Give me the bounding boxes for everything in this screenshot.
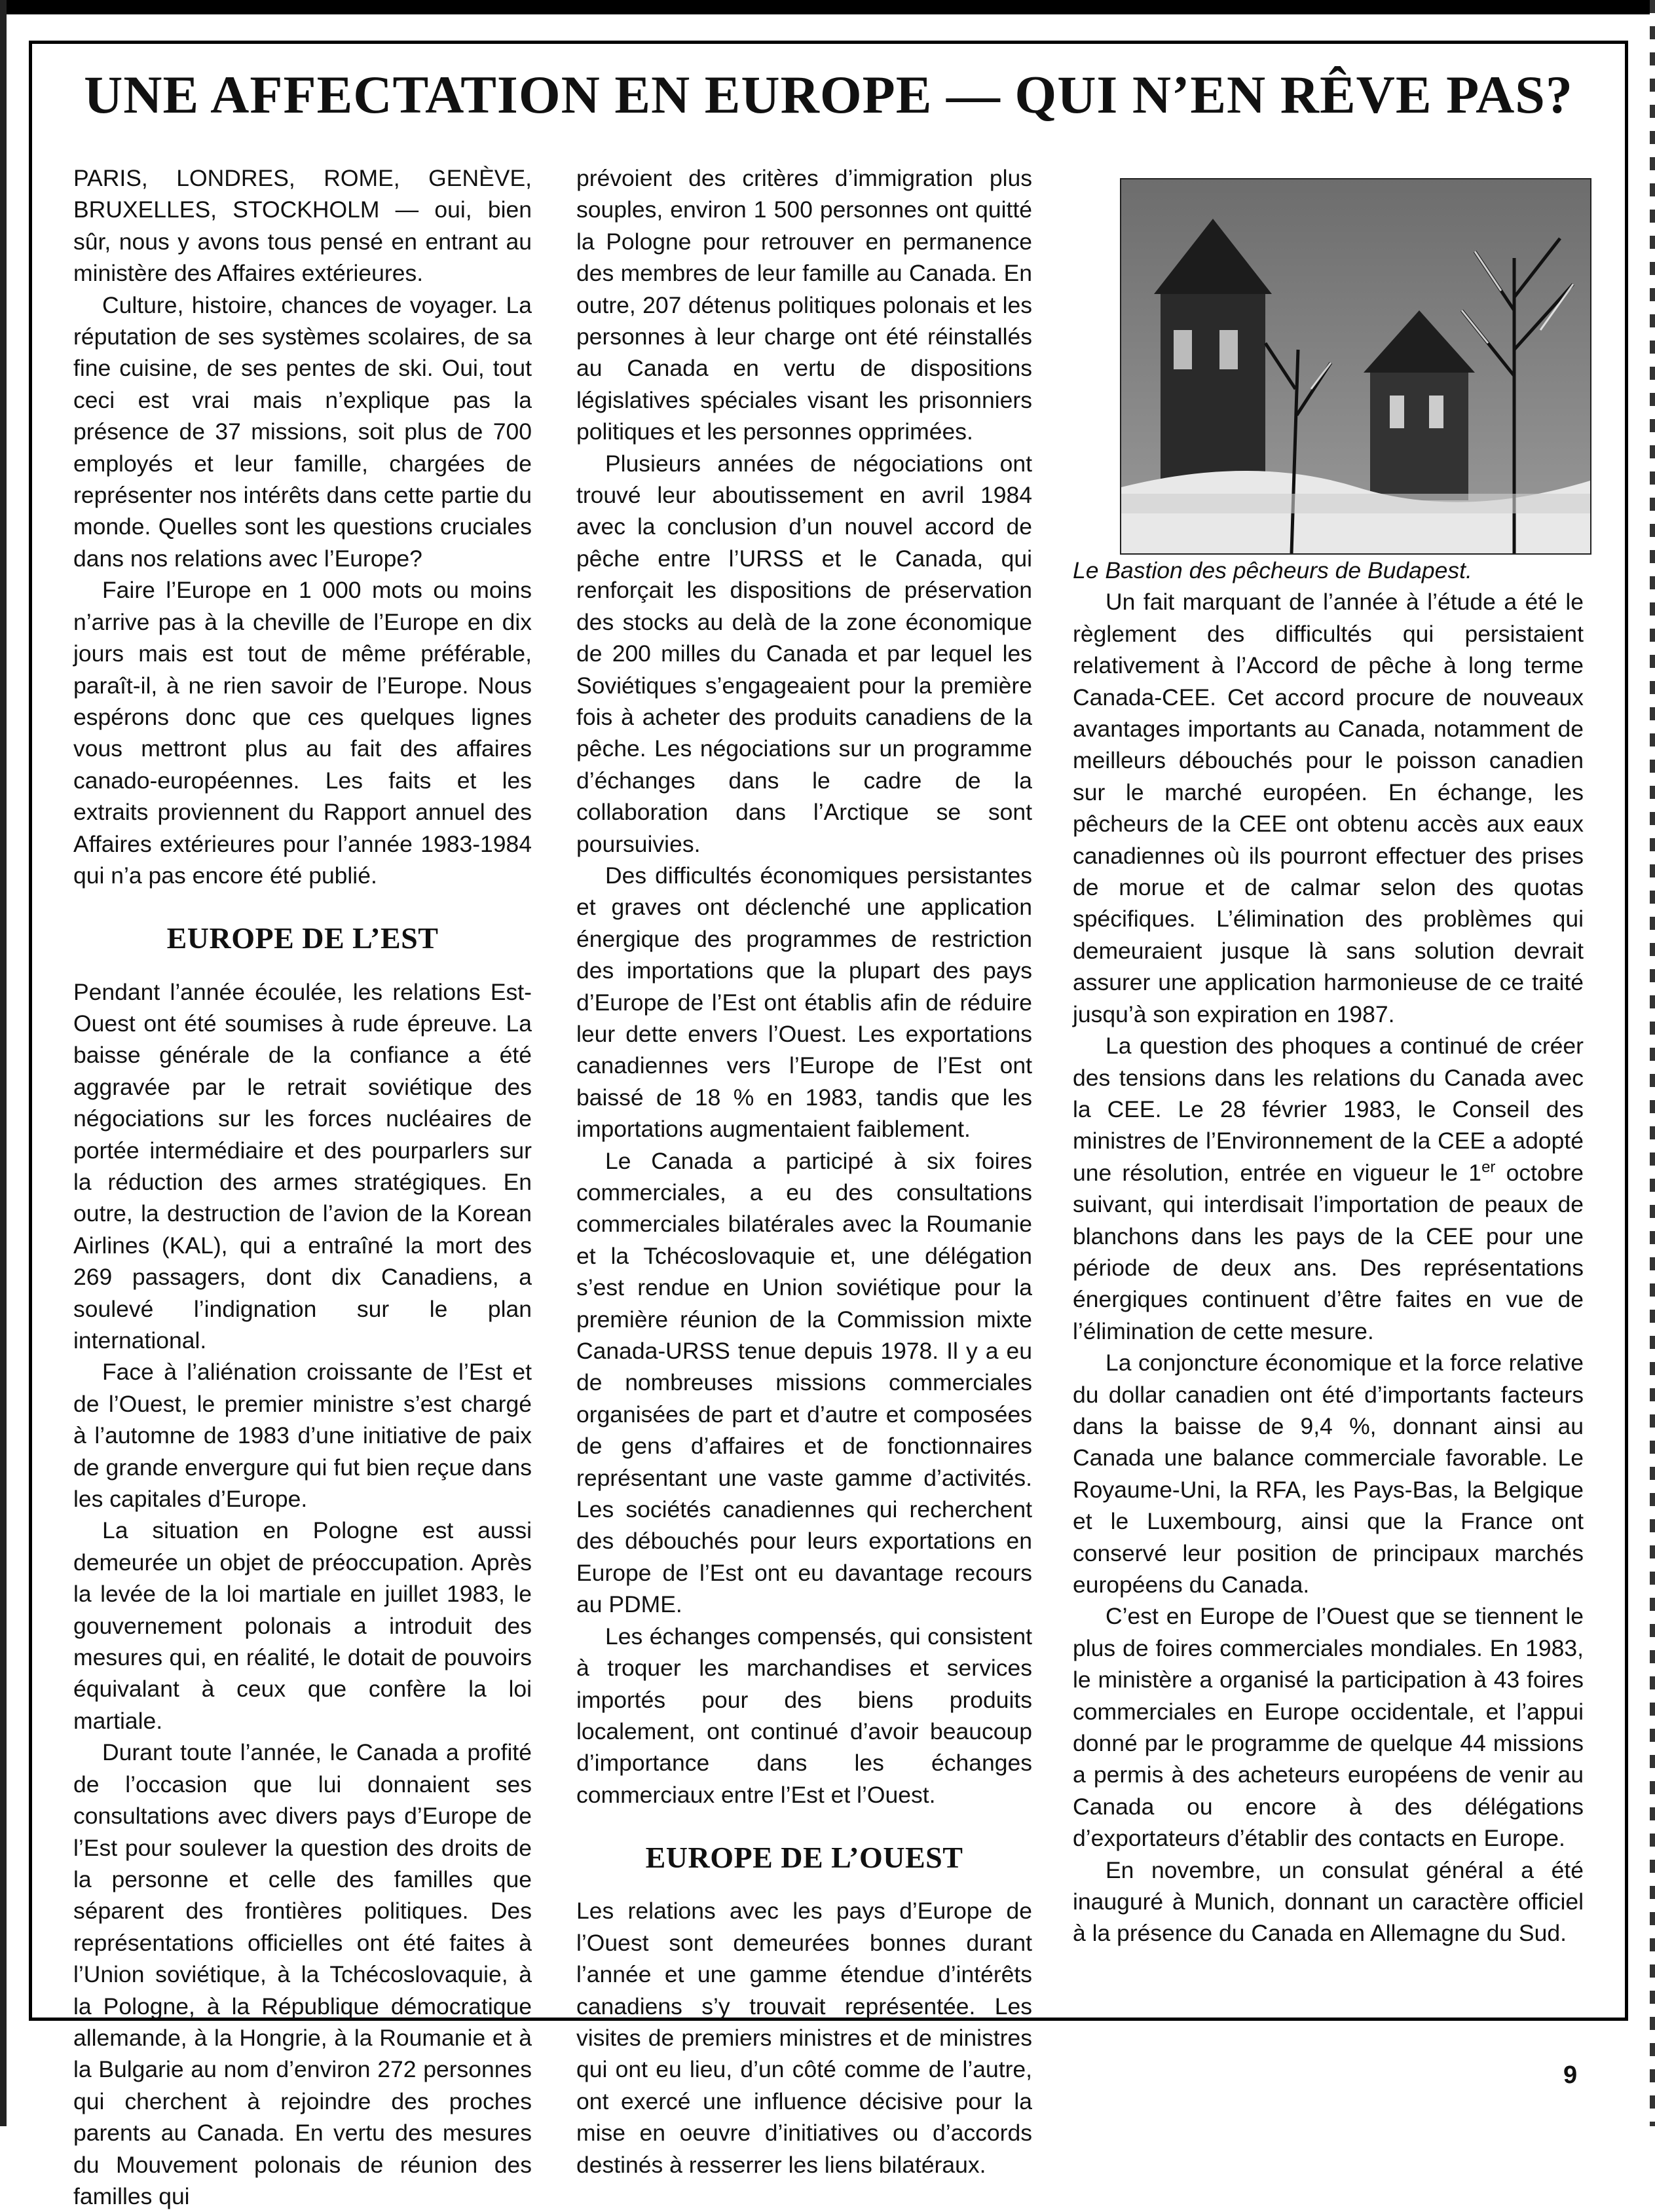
paragraph: Faire l’Europe en 1 000 mots ou moins n’arrive pas à la cheville de l’Europe en dix jours mais est tout de même préférable, paraît-il, à ne rien savoir de l’Europe. Nous espérons donc que ces quelques lignes vous mettront plus au fait des affaires canado-européennes. Les faits et les extraits proviennent du Rapport annuel des Affaires extérieures pour l’année 1983-1984 qui n’a pas encore été publié.	[73, 577, 532, 889]
column-1	[73, 162, 532, 2212]
section-heading-eastern-europe: EUROPE DE L’EST	[166, 921, 439, 955]
paragraph: En novembre, un consulat général a été inauguré à Munich, donnant un caractère officiel à la présence du Canada en Allemagne du Sud.	[1073, 1856, 1584, 1947]
paragraph: La conjoncture économique et la force relative du dollar canadien ont été d’importants facteurs dans la baisse de 9,4 %, donnant ainsi au Canada une balance commerciale favorable. Le Royaume-Uni, la RFA, les Pays-Bas, la Belgique et le Luxembourg, ainsi que la France ont conservé leur position de principaux marchés européens du Canada.	[1073, 1350, 1584, 1598]
paragraph	[1073, 1030, 1584, 1347]
text-run: La question des phoques a continué de créer des tensions dans les relations du Canada avec la CEE. Le 28 février 1983, le Conseil des ministres de l’Environnement de la CEE a adopté une résolution, entrée en vigueur le 1	[1073, 1033, 1584, 1186]
superscript: er	[1481, 1158, 1496, 1176]
paragraph: La situation en Pologne est aussi demeurée un objet de préoccupation. Après la levée de la loi martiale en juillet 1983, le gouvernement polonais a introduit des mesures qui, en réalité, le dotait de pouvoirs équivalant à ceux que confère la loi martiale.	[73, 1517, 532, 1734]
right-scan-edge	[1650, 0, 1655, 2126]
paragraph: Durant toute l’année, le Canada a profité de l’occasion que lui donnaient ses consultations avec divers pays d’Europe de l’Est pour soulever la question des droits de la personne et celle des familles que séparent des frontières politiques. Des représentations officielles ont été faites à l’Union soviétique, à la Tchécoslovaquie, à la Pologne, à la République démocratique allemande, à la Hongrie, à la Roumanie et à la Bulgarie au nom d’environ 272 personnes qui cherchent à rejoindre des proches parents au Canada. En vertu des mesures du Mouvement polonais de réunion des familles qui	[73, 1739, 532, 2209]
paragraph: prévoient des critères d’immigration plus souples, environ 1 500 personnes ont quitté la Pologne pour retrouver en permanence des membres de leur famille au Canada. En outre, 207 détenus politiques polonais et les personnes à leur charge ont été réinstallés au Canada en vertu de dispositions législatives spéciales visant les prisonniers politiques et les personnes opprimées.	[576, 165, 1032, 445]
text-run: octobre suivant, qui interdisait l’importation de peaux de blanchons dans les pays de la CEE pour une période de deux ans. Des représentations énergiques continuent d’être faites en vue de l’élimination de cette mesure.	[1073, 1159, 1584, 1344]
page-number: 9	[1563, 2061, 1578, 2089]
column-2	[576, 162, 1032, 2181]
paragraph: Le Canada a participé à six foires commerciales, a eu des consultations commerciales bilatérales avec la Roumanie et la Tchécoslovaquie et, une délégation s’est rendue en Union soviétique pour la première réunion de la Commission mixte Canada-URSS tenue depuis 1978. Il y a eu de nombreuses missions commerciales organisées de part et d’autre et composées de gens d’affaires et de fonctionnaires représentant une vaste gamme d’activités. Les sociétés canadiennes qui recherchent des débouchés pour leurs exportations en Europe de l’Est ont eu davantage recours au PDME.	[576, 1147, 1032, 1618]
paragraph: PARIS, LONDRES, ROME, GENÈVE, BRUXELLES, STOCKHOLM — oui, bien sûr, nous y avons tous pensé en entrant au ministère des Affaires extérieures.	[73, 165, 532, 287]
photo-caption: Le Bastion des pêcheurs de Budapest.	[1073, 557, 1472, 583]
paragraph: Des difficultés économiques persistantes et graves ont déclenché une application énergique des programmes de restriction des importations que la plupart des pays d’Europe de l’Est ont établis afin de réduire leur dette envers l’Ouest. Les exportations canadiennes vers l’Europe de l’Est ont baissé de 18 % en 1983, tandis que les importations augmentaient faiblement.	[576, 862, 1032, 1143]
paragraph: Plusieurs années de négociations ont trouvé leur aboutissement en avril 1984 avec la conclusion d’un nouvel accord de pêche entre l’URSS et le Canada, qui renforçait les dispositions de préservation des stocks au delà de la zone économique de 200 milles du Canada et par lequel les Soviétiques s’engageaient pour la première fois à acheter des produits canadiens de la pêche. Les négociations sur un programme d’échanges dans le cadre de la collaboration dans l’Arctique se sont poursuivies.	[576, 450, 1032, 857]
column-3	[1073, 162, 1584, 1949]
bastion-photo-image	[1121, 179, 1590, 553]
paragraph: Les échanges compensés, qui consistent à troquer les marchandises et services importés pour des biens produits localement, ont continué d’avoir beaucoup d’importance dans les échanges commerciaux entre l’Est et l’Ouest.	[576, 1623, 1032, 1808]
paragraph: Un fait marquant de l’année à l’étude a été le règlement des difficultés qui persistaient relativement à l’Accord de pêche à long terme Canada-CEE. Cet accord procure de nouveaux avantages importants au Canada, notamment de meilleurs débouchés pour le poisson canadien sur le marché européen. En échange, les pêcheurs de la CEE ont obtenu accès aux eaux canadiennes où ils pourront effectuer des prises de morue et de calmar selon des quotas spécifiques. L’élimination des problèmes qui demeuraient jusque là sans solution devrait assurer une application harmonieuse de ce traité jusqu’à son expiration en 1987.	[1073, 589, 1584, 1027]
paragraph: Culture, histoire, chances de voyager. La réputation de ses systèmes scolaires, de sa fine cuisine, de ses pentes de ski. Oui, tout ceci est vrai mais n’explique pas la présence de 37 missions, soit plus de 700 employés et leur famille, chargées de représenter nos intérêts dans cette partie du monde. Quelles sont les questions cruciales dans nos relations avec l’Europe?	[73, 291, 532, 572]
section-heading-western-europe: EUROPE DE L’OUEST	[645, 1841, 963, 1875]
paragraph: Pendant l’année écoulée, les relations Est-Ouest ont été soumises à rude épreuve. La baisse générale de la confiance a été aggravée par le retrait soviétique des négociations sur les forces nucléaires de portée intermédiaire et des pourparlers sur la réduction des armes stratégiques. En outre, la destruction de l’avion de la Korean Airlines (KAL), qui a entraîné la mort des 269 passagers, dont dix Canadiens, a soulevé l’indignation sur le plan international.	[73, 978, 532, 1354]
paragraph: Face à l’aliénation croissante de l’Est et de l’Ouest, le premier ministre s’est chargé à l’automne de 1983 d’une initiative de paix de grande envergure qui fut bien reçue dans les capitales d’Europe.	[73, 1359, 532, 1513]
top-scan-border	[0, 0, 1655, 14]
paragraph: Les relations avec les pays d’Europe de l’Ouest sont demeurées bonnes durant l’année et une gamme étendue d’intérêts canadiens s’y trouvait représentée. Les visites de premiers ministres et de ministres qui ont eu lieu, d’un côté comme de l’autre, ont exercé une influence décisive pour la mise en oeuvre d’initiatives ou d’accords destinés à resserrer les liens bilatéraux.	[576, 1898, 1032, 2178]
page-title: UNE AFFECTATION EN EUROPE — QUI N’EN RÊVE PAS?	[84, 65, 1573, 124]
photo-fishermans-bastion	[1120, 178, 1591, 555]
paragraph: C’est en Europe de l’Ouest que se tiennent le plus de foires commerciales mondiales. En 1983, le ministère a organisé la participation à 43 foires commerciales en Europe occidentale, et l’appui donné par le programme de quelque 44 missions a permis à des acheteurs européens de venir au Canada ou encore à des délégations d’exportateurs d’établir des contacts en Europe.	[1073, 1603, 1584, 1852]
left-scan-edge	[0, 0, 7, 2126]
